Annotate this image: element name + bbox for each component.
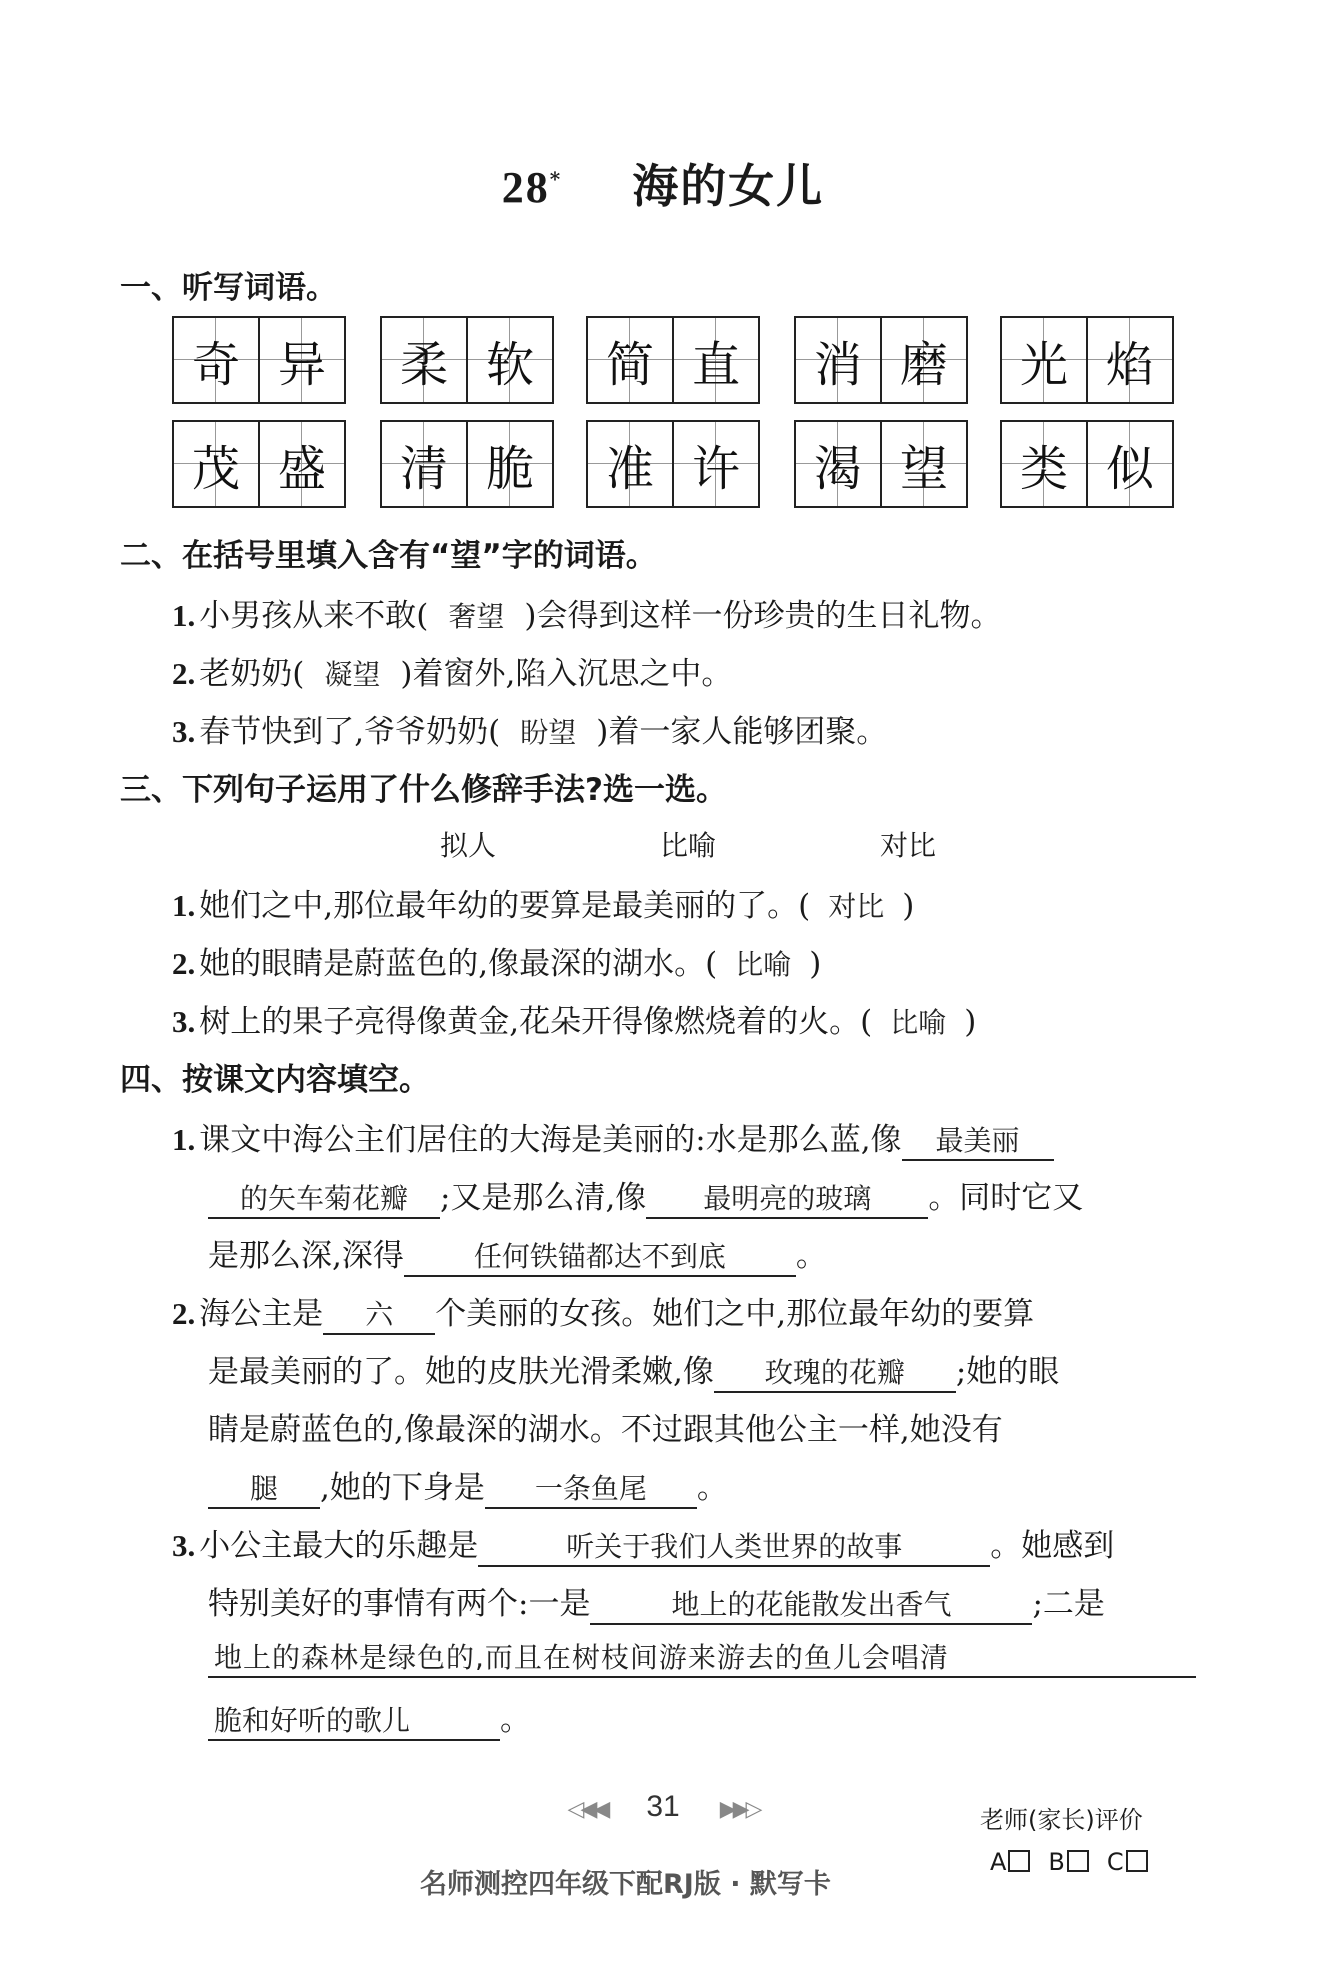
grade-b-checkbox[interactable]: [1067, 1850, 1089, 1872]
handwritten-answer: 腿: [208, 1467, 320, 1509]
word-box: [172, 316, 346, 404]
question-text: 春节快到了,爷爷奶奶(: [199, 714, 501, 750]
question-text: )着一家人能够团聚。: [596, 714, 888, 750]
question-text: 。同时它又: [928, 1180, 1084, 1216]
handwritten-answer: 的矢车菊花瓣: [208, 1177, 440, 1219]
word-box: [380, 316, 554, 404]
question-number: 3.: [172, 1004, 196, 1039]
lesson-number: 28: [501, 163, 550, 212]
question-text: 她们之中,那位最年幼的要算是最美丽的了。(: [199, 888, 811, 924]
s4-q3-line-2: [208, 1578, 1105, 1625]
word-char-cell: 盛: [258, 422, 344, 506]
grade-c-checkbox[interactable]: [1126, 1850, 1148, 1872]
section-2-heading: 二、在括号里填入含有“望”字的词语。: [120, 538, 657, 574]
question-text: ): [902, 888, 915, 924]
s2-question-2: [172, 648, 732, 693]
question-text: 特别美好的事情有两个:一是: [208, 1586, 591, 1622]
s4-q3-line-1: [172, 1520, 1114, 1567]
s3-question-2: [172, 938, 821, 983]
word-char-cell: 茂: [174, 422, 258, 506]
question-text: 小公主最大的乐趣是: [199, 1528, 479, 1564]
handwritten-answer: 盼望: [520, 716, 577, 749]
word-char-cell: 简: [588, 318, 672, 402]
word-box: [586, 420, 760, 508]
lesson-title: 海的女儿: [632, 159, 825, 213]
s4-q2-line-4: [208, 1462, 728, 1509]
choice-1: 拟人: [440, 829, 497, 862]
word-box: [1000, 316, 1174, 404]
word-box: [586, 316, 760, 404]
evaluation-label: 老师(家长)评价: [980, 1806, 1143, 1834]
word-char-cell: 奇: [174, 318, 258, 402]
handwritten-answer: 最明亮的玻璃: [646, 1177, 928, 1219]
handwritten-answer: 任何铁锚都达不到底: [404, 1235, 796, 1277]
question-text: 是那么深,深得: [208, 1238, 404, 1274]
section-4-heading: 四、按课文内容填空。: [120, 1062, 430, 1098]
handwritten-answer: 六: [323, 1293, 435, 1335]
s4-q1-line-2: [208, 1172, 1083, 1219]
word-char-cell: 异: [258, 318, 344, 402]
word-char-cell: 软: [466, 318, 552, 402]
s4-q3-line-4: [208, 1694, 531, 1741]
right-arrows-icon: ▶▶▷: [719, 1796, 759, 1821]
question-text: 树上的果子亮得像黄金,花朵开得像燃烧着的火。(: [199, 1004, 873, 1040]
s4-q2-line-3: [208, 1404, 1003, 1449]
left-arrows-icon: ◁◀◀: [567, 1796, 607, 1821]
question-text: 小男孩从来不敢(: [199, 598, 429, 634]
question-number: 3.: [172, 714, 196, 749]
question-text: ): [809, 946, 822, 982]
handwritten-answer: 凝望: [324, 658, 381, 691]
question-text: )着窗外,陷入沉思之中。: [400, 656, 733, 692]
handwritten-answer: 脆和好听的歌儿: [208, 1699, 500, 1741]
word-char-cell: 消: [796, 318, 880, 402]
handwritten-answer: 比喻: [890, 1006, 947, 1039]
handwritten-answer: 一条鱼尾: [485, 1467, 697, 1509]
word-box: [380, 420, 554, 508]
handwritten-answer: 对比: [828, 890, 885, 923]
question-text: ;二是: [1032, 1586, 1105, 1622]
word-box: [1000, 420, 1174, 508]
word-char-cell: 望: [880, 422, 966, 506]
word-box: [794, 420, 968, 508]
handwritten-answer: 地上的森林是绿色的,而且在树枝间游来游去的鱼儿会唱清: [208, 1636, 1196, 1678]
word-char-cell: 光: [1002, 318, 1086, 402]
question-number: 1.: [172, 598, 196, 633]
question-text: )会得到这样一份珍贵的生日礼物。: [524, 598, 1002, 634]
grade-a-checkbox[interactable]: [1008, 1850, 1030, 1872]
handwritten-answer: 地上的花能散发出香气: [590, 1583, 1032, 1625]
question-number: 2.: [172, 656, 196, 691]
choice-3: 对比: [880, 829, 937, 862]
s2-question-1: [172, 590, 1001, 635]
question-text: 个美丽的女孩。她们之中,那位最年幼的要算: [435, 1296, 1035, 1332]
question-text: 课文中海公主们居住的大海是美丽的:水是那么蓝,像: [199, 1122, 902, 1158]
question-text: 。: [795, 1238, 827, 1274]
page-number: 31: [646, 1790, 680, 1823]
s4-q2-line-1: [172, 1288, 1034, 1335]
s4-q2-line-2: [208, 1346, 1059, 1393]
word-char-cell: 准: [588, 422, 672, 506]
word-char-cell: 柔: [382, 318, 466, 402]
question-text: 海公主是: [199, 1296, 324, 1332]
word-char-cell: 似: [1086, 422, 1172, 506]
handwritten-answer: 听关于我们人类世界的故事: [478, 1525, 990, 1567]
question-text: 。她感到: [990, 1528, 1115, 1564]
lesson-star-mark: *: [549, 166, 563, 191]
page-title: [0, 150, 1326, 216]
word-char-cell: 直: [672, 318, 758, 402]
word-char-cell: 许: [672, 422, 758, 506]
handwritten-answer: 玫瑰的花瓣: [714, 1351, 956, 1393]
grade-a-label: A: [990, 1848, 1007, 1876]
grade-b-label: B: [1048, 1848, 1065, 1876]
question-text: 老奶奶(: [199, 656, 305, 692]
question-text: ;又是那么清,像: [440, 1180, 647, 1216]
question-text: 。: [500, 1702, 531, 1738]
handwritten-answer: 比喻: [735, 948, 792, 981]
question-number: 2.: [172, 946, 196, 981]
s4-q1-line-1: [172, 1114, 1054, 1161]
s2-question-3: [172, 706, 887, 751]
word-char-cell: 脆: [466, 422, 552, 506]
question-text: ;她的眼: [955, 1354, 1060, 1390]
handwritten-answer: 奢望: [448, 600, 505, 633]
question-text: 睛是蔚蓝色的,像最深的湖水。不过跟其他公主一样,她没有: [208, 1412, 1003, 1448]
s4-q1-line-3: [208, 1230, 827, 1277]
word-char-cell: 类: [1002, 422, 1086, 506]
word-char-cell: 焰: [1086, 318, 1172, 402]
section-1-heading: 一、听写词语。: [120, 270, 337, 306]
question-text: ,她的下身是: [320, 1470, 485, 1506]
question-text: ): [964, 1004, 977, 1040]
s3-question-1: [172, 880, 914, 925]
question-text: 她的眼睛是蔚蓝色的,像最深的湖水。(: [199, 946, 718, 982]
s4-q3-line-3: [208, 1636, 1196, 1678]
question-number: 1.: [172, 1122, 196, 1157]
question-number: 2.: [172, 1296, 196, 1331]
question-text: 是最美丽的了。她的皮肤光滑柔嫩,像: [208, 1354, 714, 1390]
question-number: 3.: [172, 1528, 196, 1563]
handwritten-answer: 最美丽: [902, 1119, 1054, 1161]
section-3-heading: 三、下列句子运用了什么修辞手法?选一选。: [120, 772, 727, 808]
grade-c-label: C: [1106, 1848, 1124, 1876]
question-number: 1.: [172, 888, 196, 923]
book-title: 名师测控四年级下配RJ版 · 默写卡: [420, 1869, 831, 1900]
word-box: [172, 420, 346, 508]
s3-question-3: [172, 996, 976, 1041]
question-text: 。: [696, 1470, 728, 1506]
evaluation-grades: [990, 1848, 1166, 1876]
word-char-cell: 磨: [880, 318, 966, 402]
word-char-cell: 渴: [796, 422, 880, 506]
choice-2: 比喻: [660, 829, 717, 862]
word-char-cell: 清: [382, 422, 466, 506]
word-box: [794, 316, 968, 404]
